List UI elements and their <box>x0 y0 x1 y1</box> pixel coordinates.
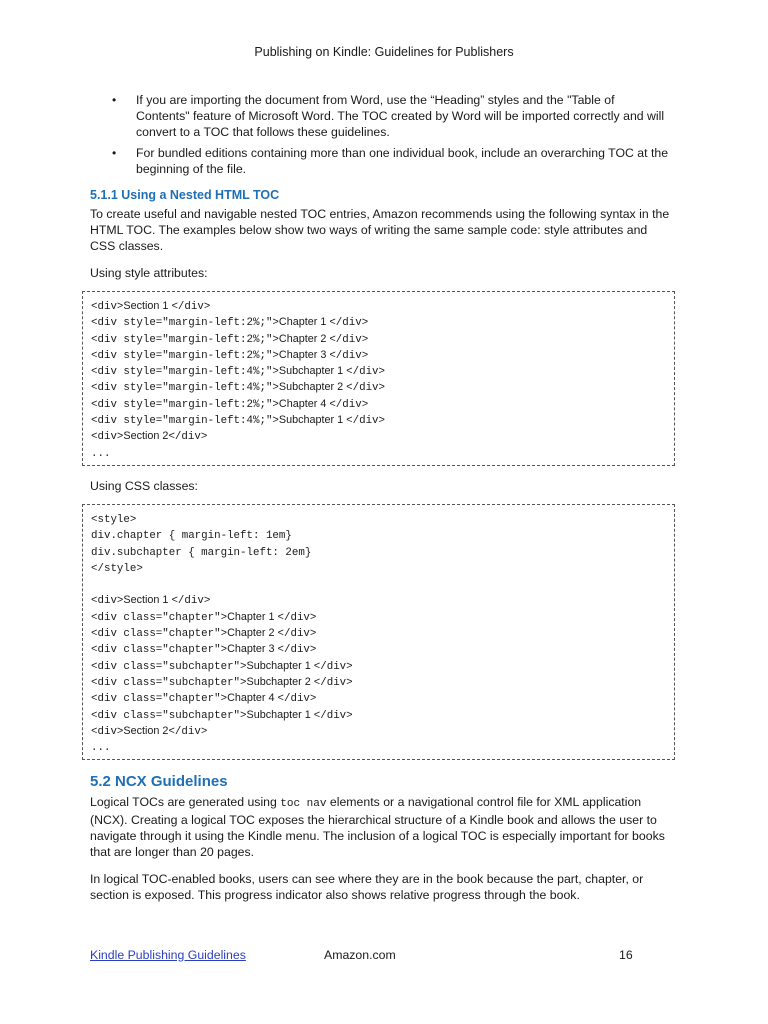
page-content <box>90 92 670 914</box>
code-text: Chapter 3 <box>278 348 330 361</box>
code-line <box>91 641 666 657</box>
code-text: Subchapter 1 <box>278 365 347 378</box>
page-header: Publishing on Kindle: Guidelines for Publishers <box>254 45 514 59</box>
code-end: </div> <box>277 611 317 624</box>
code-code: ... <box>91 742 111 755</box>
code-line <box>91 527 666 543</box>
code-text: Chapter 3 <box>227 643 278 656</box>
code-line <box>91 625 666 641</box>
code-end: </div> <box>313 709 353 722</box>
bullet-item: • For bundled editions containing more than one individual book, include an overarching TOC at the beginning of the file. <box>90 145 670 177</box>
code-line <box>91 298 666 314</box>
code-text: Section 1 <box>123 594 172 607</box>
ncx-text-b: elements or a navigational control file for XML application (NCX). Creating a logical TOC exposes the hierarchical structure of a Kindle book and allows the user to navigate through it using the Kindle menu. The inclusion of a logical TOC is especially important for books that are longer than 20 pages. <box>90 795 665 860</box>
code-text: Section 2 <box>123 430 169 443</box>
code-text: Chapter 2 <box>278 332 330 345</box>
code-end: </div> <box>346 415 386 428</box>
code-end: </div> <box>171 595 211 608</box>
footer-company: Amazon.com <box>324 948 396 962</box>
code-end: </div> <box>277 644 317 657</box>
toc-nav-code: toc nav <box>280 798 327 811</box>
code-text: Subchapter 1 <box>278 414 347 427</box>
code-code: <div style="margin-left:2%;"> <box>91 398 279 411</box>
code-line <box>91 331 666 347</box>
ncx-text-a: Logical TOCs are generated using <box>90 795 281 810</box>
code-code: <div> <box>91 595 124 608</box>
code-end: </div> <box>329 317 369 330</box>
code-line <box>91 363 666 379</box>
code-line <box>91 379 666 395</box>
code-end: </div> <box>171 301 211 313</box>
code-code: div.chapter { margin-left: 1em} <box>91 530 292 543</box>
code-line <box>91 544 666 560</box>
code-code: <div> <box>91 725 124 738</box>
ncx-paragraph-1 <box>90 794 670 860</box>
code-text: Chapter 1 <box>227 610 278 623</box>
section-heading-5-2: 5.2 NCX Guidelines <box>90 773 228 791</box>
code-line <box>91 658 666 674</box>
code-text: Chapter 4 <box>227 692 278 705</box>
code-end: </div> <box>168 431 208 444</box>
code-code: <div style="margin-left:4%;"> <box>91 382 279 395</box>
code-line <box>91 347 666 363</box>
code-code: </style> <box>91 562 143 575</box>
code-code: <div class="chapter"> <box>91 644 228 657</box>
code-end: </div> <box>277 628 317 641</box>
code-text: Chapter 4 <box>278 397 330 410</box>
code-code: <div class="chapter"> <box>91 693 228 706</box>
code-end: </div> <box>329 333 369 346</box>
code-end: </div> <box>346 366 386 379</box>
code-line <box>91 314 666 330</box>
code-code: <div class="chapter"> <box>91 628 228 641</box>
page-number: 16 <box>619 948 633 962</box>
code-code: <div class="subchapter"> <box>91 676 247 689</box>
code-line <box>91 674 666 690</box>
css-classes-code-block <box>82 504 675 760</box>
code-code: <div class="chapter"> <box>91 611 228 624</box>
code-line <box>91 592 666 608</box>
code-line <box>91 560 666 576</box>
code-code: <div class="subchapter"> <box>91 660 247 673</box>
code-end: </div> <box>329 349 369 362</box>
code-code: ... <box>91 447 111 460</box>
bullet-list <box>90 92 670 177</box>
section-intro: To create useful and navigable nested TOC entries, Amazon recommends using the following syntax in the HTML TOC. The examples below show two ways of writing the same sample code: style attributes and CSS classes. <box>90 207 670 253</box>
css-classes-label: Using CSS classes: <box>90 478 198 493</box>
code-end: </div> <box>346 382 386 395</box>
section-heading-5-1-1: 5.1.1 Using a Nested HTML TOC <box>90 188 280 202</box>
ncx-paragraph-2: In logical TOC-enabled books, users can see where they are in the book because the part, chapter, or section is exposed. This progress indicator also shows relative progress through the book. <box>90 872 644 903</box>
code-text: Section 2 <box>123 724 169 737</box>
code-line <box>91 412 666 428</box>
code-line <box>91 428 666 444</box>
style-attributes-label: Using style attributes: <box>90 266 208 280</box>
code-text: Subchapter 2 <box>246 675 314 688</box>
code-line <box>91 739 666 755</box>
code-text: Subchapter 1 <box>246 659 314 672</box>
code-code: <div style="margin-left:4%;"> <box>91 415 279 428</box>
code-code: <style> <box>91 513 137 526</box>
code-code: <div style="margin-left:2%;"> <box>91 317 279 330</box>
code-end: </div> <box>168 725 208 738</box>
code-code: <div style="margin-left:4%;"> <box>91 366 279 379</box>
code-text: Chapter 2 <box>227 627 278 640</box>
code-line <box>91 511 666 527</box>
code-code: <div style="margin-left:2%;"> <box>91 333 279 346</box>
code-line <box>91 723 666 739</box>
code-end: </div> <box>329 398 369 411</box>
code-line <box>91 576 666 592</box>
bullet-item: • If you are importing the document from Word, use the “Heading” styles and the "Table of Contents" feature of Microsoft Word. The TOC created by Word will be imported correctly and will convert to a TOC that follows these guidelines. <box>90 92 670 140</box>
code-code: <div> <box>91 431 124 444</box>
kindle-guidelines-link[interactable]: Kindle Publishing Guidelines <box>90 948 246 962</box>
code-text: Section 1 <box>123 300 172 312</box>
code-text: Subchapter 2 <box>278 381 347 394</box>
code-text: Chapter 1 <box>278 316 330 329</box>
code-code: div.subchapter { margin-left: 2em} <box>91 546 312 559</box>
code-end: </div> <box>313 660 353 673</box>
code-code: <div style="margin-left:2%;"> <box>91 349 279 362</box>
code-line <box>91 690 666 706</box>
code-line <box>91 707 666 723</box>
code-end: </div> <box>313 676 353 689</box>
code-text: Subchapter 1 <box>246 708 314 721</box>
code-line <box>91 609 666 625</box>
code-end: </div> <box>277 693 317 706</box>
code-code: <div class="subchapter"> <box>91 709 247 722</box>
code-line <box>91 445 666 461</box>
code-line <box>91 396 666 412</box>
style-attributes-code-block <box>82 291 675 466</box>
code-code: <div> <box>91 301 124 313</box>
